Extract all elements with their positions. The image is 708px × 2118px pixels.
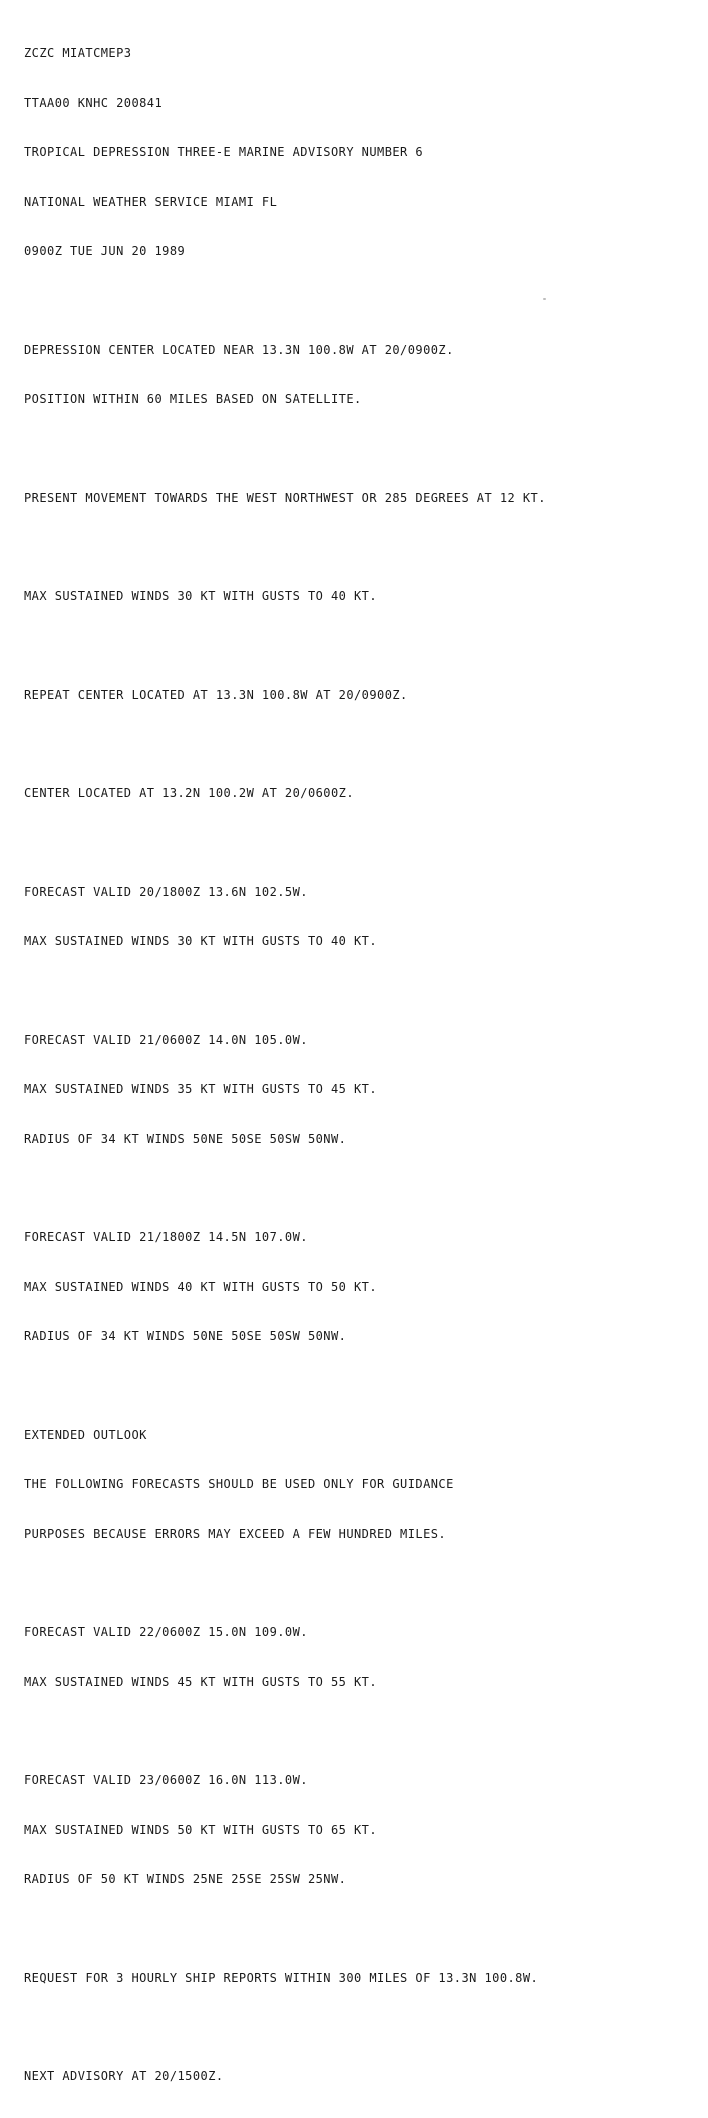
advisory-title: TROPICAL DEPRESSION THREE-E MARINE ADVISORY NUMBER 6: [24, 145, 424, 159]
repeat-center: REPEAT CENTER LOCATED AT 13.3N 100.8W AT 20/0900Z.: [24, 687, 408, 702]
max-sustained-winds: MAX SUSTAINED WINDS 30 KT WITH GUSTS TO 40 KT.: [24, 589, 378, 603]
ext-forecast-2-valid: FORECAST VALID 23/0600Z 16.0N 113.0W.: [24, 1773, 308, 1787]
extended-disclaimer-1: THE FOLLOWING FORECASTS SHOULD BE USED ONLY FOR GUIDANCE: [24, 1477, 454, 1491]
ext-forecast-1-valid: FORECAST VALID 22/0600Z 15.0N 109.0W.: [24, 1625, 308, 1639]
prior-center: CENTER LOCATED AT 13.2N 100.2W AT 20/0600Z.: [24, 786, 355, 800]
header-line-1: ZCZC MIATCMEP3: [24, 46, 132, 60]
forecast-2-valid: FORECAST VALID 21/0600Z 14.0N 105.0W.: [24, 1032, 308, 1047]
ship-report-request: REQUEST FOR 3 HOURLY SHIP REPORTS WITHIN 300 MILES OF 13.3N 100.8W.: [24, 1970, 539, 1985]
forecast-2-radius: RADIUS OF 34 KT WINDS 50NE 50SE 50SW 50NW.: [24, 1131, 347, 1146]
forecast-3-radius: RADIUS OF 34 KT WINDS 50NE 50SE 50SW 50NW.: [24, 1329, 347, 1343]
forecast-3-winds: MAX SUSTAINED WINDS 40 KT WITH GUSTS TO 50 KT.: [24, 1279, 378, 1294]
extended-outlook-title: EXTENDED OUTLOOK: [24, 1427, 147, 1442]
header-line-2: TTAA00 KNHC 200841: [24, 95, 163, 110]
next-advisory: NEXT ADVISORY AT 20/1500Z.: [24, 2069, 224, 2083]
issuing-office: NATIONAL WEATHER SERVICE MIAMI FL: [24, 194, 278, 209]
forecast-1-winds: MAX SUSTAINED WINDS 30 KT WITH GUSTS TO 40 KT.: [24, 934, 378, 948]
present-movement: PRESENT MOVEMENT TOWARDS THE WEST NORTHWEST OR 285 DEGREES AT 12 KT.: [24, 490, 546, 505]
advisory-text: [24, 12, 704, 2118]
scan-speck: [543, 298, 546, 300]
ext-forecast-1-winds: MAX SUSTAINED WINDS 45 KT WITH GUSTS TO 55 KT.: [24, 1674, 378, 1689]
ext-forecast-2-radius: RADIUS OF 50 KT WINDS 25NE 25SE 25SW 25NW.: [24, 1872, 347, 1886]
forecast-1-valid: FORECAST VALID 20/1800Z 13.6N 102.5W.: [24, 884, 308, 899]
position-accuracy: POSITION WITHIN 60 MILES BASED ON SATELLITE.: [24, 392, 362, 406]
extended-disclaimer-2: PURPOSES BECAUSE ERRORS MAY EXCEED A FEW HUNDRED MILES.: [24, 1526, 447, 1541]
center-position: DEPRESSION CENTER LOCATED NEAR 13.3N 100.8W AT 20/0900Z.: [24, 342, 454, 357]
ext-forecast-2-winds: MAX SUSTAINED WINDS 50 KT WITH GUSTS TO 65 KT.: [24, 1822, 378, 1837]
forecast-3-valid: FORECAST VALID 21/1800Z 14.5N 107.0W.: [24, 1230, 308, 1244]
issue-time: 0900Z TUE JUN 20 1989: [24, 244, 186, 258]
forecast-2-winds: MAX SUSTAINED WINDS 35 KT WITH GUSTS TO 45 KT.: [24, 1082, 378, 1096]
